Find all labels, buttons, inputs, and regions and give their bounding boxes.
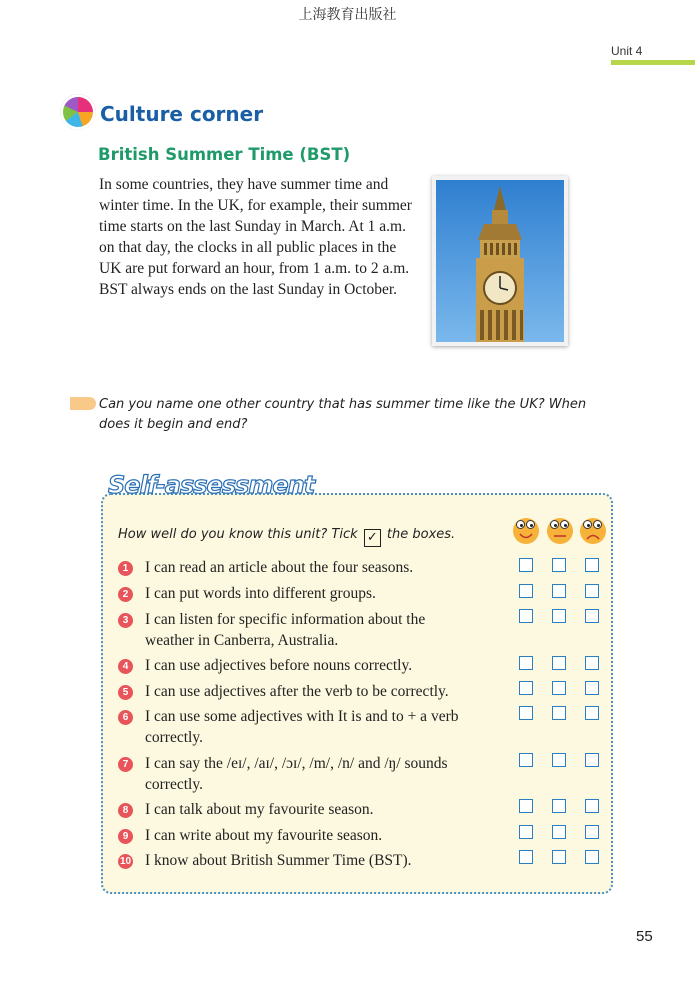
item-number: 4: [118, 659, 133, 674]
checkbox-neutral[interactable]: [552, 681, 566, 695]
checkbox-sad[interactable]: [585, 558, 599, 572]
checkbox-neutral[interactable]: [552, 584, 566, 598]
item-number: 8: [118, 803, 133, 818]
assessment-item: [145, 583, 515, 604]
checkbox-neutral[interactable]: [552, 706, 566, 720]
checkbox-sad[interactable]: [585, 799, 599, 813]
checkbox-happy[interactable]: [519, 850, 533, 864]
checkbox-neutral[interactable]: [552, 609, 566, 623]
checkbox-happy[interactable]: [519, 825, 533, 839]
discussion-question: Can you name one other country that has summer time like the UK? When does it begin and end?: [99, 397, 587, 432]
tick-example-icon: ✓: [364, 529, 381, 547]
item-text: I can talk about my favourite season.: [145, 801, 374, 818]
checkbox-sad[interactable]: [585, 753, 599, 767]
item-number: 3: [118, 613, 133, 628]
checkbox-happy[interactable]: [519, 753, 533, 767]
assessment-item: [145, 799, 515, 820]
checkbox-neutral[interactable]: [552, 656, 566, 670]
checkbox-happy[interactable]: [519, 799, 533, 813]
happy-face-icon: [513, 518, 539, 544]
checkbox-happy[interactable]: [519, 706, 533, 720]
checkbox-sad[interactable]: [585, 656, 599, 670]
assessment-item: [145, 609, 515, 651]
checkbox-happy[interactable]: [519, 681, 533, 695]
checkbox-happy[interactable]: [519, 609, 533, 623]
unit-accent-bar: [611, 60, 695, 65]
checkbox-neutral[interactable]: [552, 558, 566, 572]
item-text-continued: correctly.: [145, 729, 203, 746]
item-text: I can read an article about the four seasons.: [145, 559, 414, 576]
checkbox-happy[interactable]: [519, 656, 533, 670]
checkbox-sad[interactable]: [585, 825, 599, 839]
item-number: 6: [118, 710, 133, 725]
unit-label: Unit 4: [611, 44, 643, 58]
instruction-text-end: the boxes.: [386, 527, 456, 542]
item-number: 1: [118, 561, 133, 576]
assessment-item: [145, 655, 515, 676]
article-body: In some countries, they have summer time and winter time. In the UK, for example, their summer time starts on the last Sunday in March. At 1 a.m. on that day, the clocks in all public places in the UK are put forward an hour, from 1 a.m. to 2 a.m. BST always ends on the last Sunday in October.: [99, 176, 412, 298]
item-text: I can use some adjectives with It is and to + a verb: [145, 708, 459, 725]
item-number: 5: [118, 685, 133, 700]
self-assessment-instruction: [118, 527, 455, 547]
publisher-header: 上海教育出版社: [298, 7, 397, 23]
assessment-item: [145, 557, 515, 578]
assessment-item: [145, 825, 515, 846]
checkbox-happy[interactable]: [519, 558, 533, 572]
assessment-item: [145, 850, 515, 871]
checkbox-sad[interactable]: [585, 609, 599, 623]
checkbox-happy[interactable]: [519, 584, 533, 598]
item-text-continued: weather in Canberra, Australia.: [145, 632, 339, 649]
question-marker: [70, 397, 96, 410]
culture-corner-title: Culture corner: [100, 102, 264, 126]
item-text-continued: correctly.: [145, 776, 203, 793]
checkbox-neutral[interactable]: [552, 753, 566, 767]
assessment-item: [145, 681, 515, 702]
checkbox-neutral[interactable]: [552, 825, 566, 839]
checkbox-neutral[interactable]: [552, 850, 566, 864]
checkbox-neutral[interactable]: [552, 799, 566, 813]
item-text: I can use adjectives before nouns correctly.: [145, 657, 413, 674]
item-text: I can write about my favourite season.: [145, 827, 383, 844]
sad-face-icon: [580, 518, 606, 544]
neutral-face-icon: [547, 518, 573, 544]
item-number: 10: [119, 856, 132, 867]
item-number: 9: [118, 829, 133, 844]
item-number: 2: [118, 587, 133, 602]
checkbox-sad[interactable]: [585, 850, 599, 864]
assessment-item: [145, 706, 515, 748]
item-text: I can use adjectives after the verb to be correctly.: [145, 683, 449, 700]
item-text: I can listen for specific information about the: [145, 611, 426, 628]
big-ben-photo: [432, 176, 568, 346]
instruction-text: How well do you know this unit? Tick: [118, 527, 358, 542]
checkbox-sad[interactable]: [585, 706, 599, 720]
checkbox-sad[interactable]: [585, 681, 599, 695]
item-text: I know about British Summer Time (BST).: [145, 852, 412, 869]
item-text: I can put words into different groups.: [145, 585, 376, 602]
assessment-item: [145, 753, 515, 795]
self-assessment-title: Self-assessment: [108, 471, 315, 499]
checkbox-sad[interactable]: [585, 584, 599, 598]
page-number: 55: [636, 928, 653, 945]
item-text: I can say the /eɪ/, /aɪ/, /ɔɪ/, /m/, /n/ and /ŋ/ sounds: [145, 755, 448, 772]
item-number: 7: [118, 757, 133, 772]
section-title: British Summer Time (BST): [98, 145, 351, 164]
culture-corner-icon: [60, 94, 96, 130]
